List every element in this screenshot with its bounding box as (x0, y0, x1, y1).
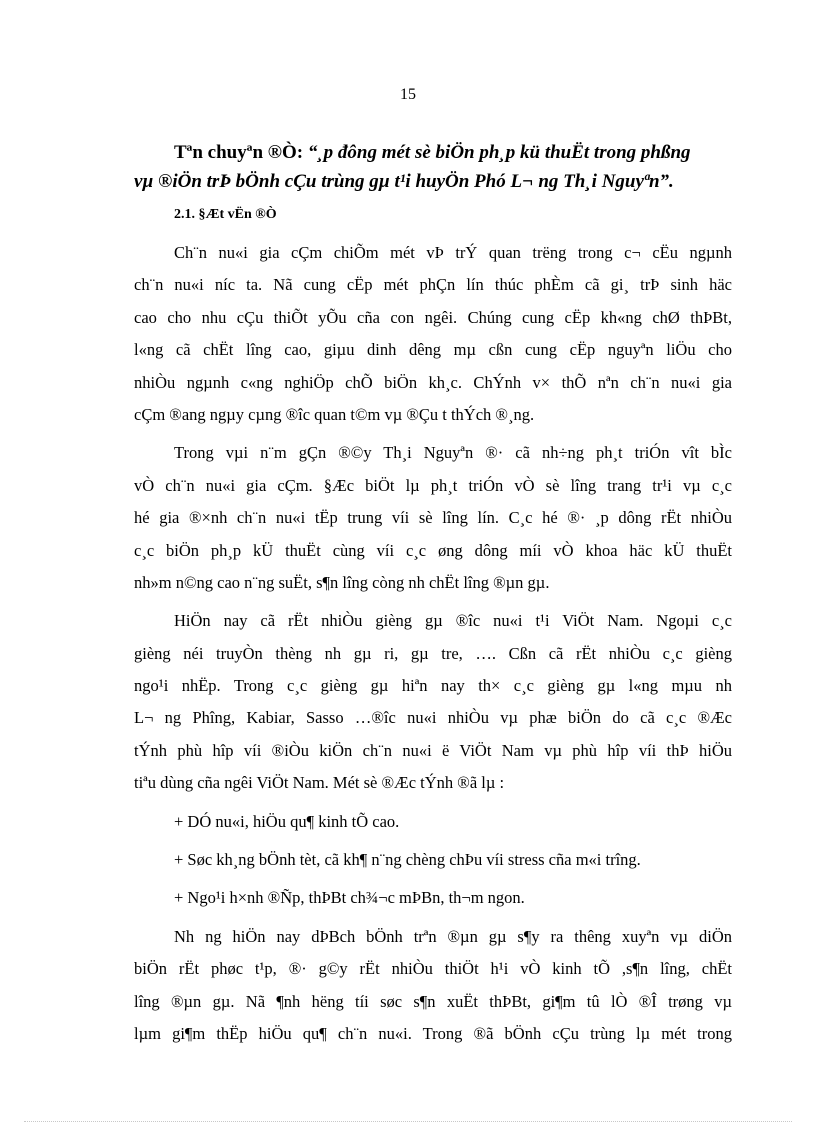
text-line: ch¨n nu«i níc ta. Nã cung cËp mét phÇn lín thúc phÈm cã gi¸ trÞ sinh häc (134, 275, 732, 295)
text-line: ngo¹i nhËp. Trong c¸c gièng gµ hiªn nay th× c¸c gièng gµ l«ng mµu nh (134, 676, 732, 696)
bullet-item: + Ngo¹i h×nh ®Ñp, thÞBt ch¾¬c mÞBn, th¬m ngon. (174, 888, 525, 908)
title-prefix: Tªn chuyªn ®Ò: (174, 142, 308, 163)
text-line: cao cho nhu cÇu thiÕt yÕu cña con ngêi. Chúng cung cËp kh«ng chØ thÞBt, (134, 307, 732, 327)
text-line: cÇm ®ang ngµy cµng ®îc quan t©m vµ ®Çu t thÝch ®¸ng. (134, 404, 535, 424)
text-line: Trong vµi n¨m gÇn ®©y Th¸i Nguyªn ®· cã nh÷ng ph¸t triÓn vît bÌc (174, 443, 732, 463)
text-line: l«ng cã chËt lîng cao, giµu dinh dêng mµ cßn cung cËp nguyªn liÖu cho (134, 340, 732, 360)
title-line-1 (134, 138, 754, 167)
paragraph (134, 921, 732, 1051)
text-line: gièng néi truyÒn thèng nh gµ ri, gµ tre, …. Cßn cã rËt nhiÒu c¸c gièng (134, 643, 732, 663)
text-line: c¸c biÖn ph¸p kÜ thuËt cùng víi c¸c øng dông míi vÒ khoa häc kÜ thuËt (134, 540, 732, 560)
text-line: lµm gi¶m thËp hiÖu qu¶ ch¨n nu«i. Trong ®ã bÖnh cÇu trùng lµ mét trong (134, 1023, 732, 1043)
text-line: nhiÒu ngµnh c«ng nghiÖp chÕ biÖn kh¸c. ChÝnh v× thÕ nªn ch¨n nu«i gia (134, 372, 732, 392)
title-topic-start: “¸p đông mét sè biÖn ph¸p kü thuËt trong phßng (307, 142, 691, 163)
section-heading: 2.1. §Æt vËn ®Ò (174, 207, 277, 222)
bullet-item: + Søc kh¸ng bÖnh tèt, cã kh¶ n¨ng chèng chÞu víi stress cña m«i trîng. (174, 850, 641, 870)
text-line: Ch¨n nu«i gia cÇm chiÕm mét vÞ trÝ quan trëng trong c¬ cËu ngµnh (174, 243, 732, 262)
paragraph (134, 605, 732, 799)
text-line: lîng ®µn gµ. Nã ¶nh hëng tíi søc s¶n xuËt thÞBt, gi¶m tû lÒ ®Î trøng vµ (134, 991, 732, 1011)
text-line: nh»m n©ng cao n¨ng suËt, s¶n lîng còng nh chËt lîng ®µn gµ. (134, 572, 550, 592)
text-line: HiÖn nay cã rËt nhiÒu gièng gµ ®îc nu«i t¹i ViÖt Nam. Ngoµi c¸c (174, 611, 732, 631)
text-line: Nh ng hiÖn nay dÞBch bÖnh trªn ®µn gµ s¶y ra thêng xuyªn vµ diÖn (174, 926, 732, 946)
page-number: 15 (400, 86, 416, 103)
text-line: tiªu dùng cña ngêi ViÖt Nam. Mét sè ®Æc tÝnh ®ã lµ : (134, 773, 505, 793)
paragraph (134, 237, 732, 431)
text-line: L¬ ng Phîng, Kabiar, Sasso …®îc nu«i nhiÒu vµ phæ biÖn do cã c¸c ®Æc (134, 708, 732, 728)
bullet-item: + DÓ nu«i, hiÖu qu¶ kinh tÕ cao. (174, 811, 400, 831)
document-title (134, 138, 754, 196)
text-line: tÝnh phù hîp víi ®iÒu kiÖn ch¨n nu«i ë ViÖt Nam vµ phù hîp víi thÞ hiÖu (134, 740, 732, 760)
title-line-2: vµ ®iÖn trÞ bÖnh cÇu trùng gµ t¹i huyÖn Phó L¬ ng Th¸i Nguyªn”. (134, 171, 674, 192)
text-line: biÖn rËt phøc t¹p, ®· g©y rËt nhiÒu thiÖt h¹i vÒ kinh tÕ ,s¶n lîng, chËt (134, 959, 732, 979)
text-line: vÒ ch¨n nu«i gia cÇm. §Æc biÖt lµ ph¸t triÓn vÒ sè lîng trang tr¹i vµ c¸c (134, 475, 732, 495)
text-line: hé gia ®×nh ch¨n nu«i tËp trung víi sè lîng lín. C¸c hé ®· ¸p dông rËt nhiÒu (134, 508, 732, 528)
body-text (134, 237, 732, 1050)
bullet-list (134, 806, 732, 915)
paragraph (134, 437, 732, 599)
page-bottom-divider (24, 1121, 792, 1122)
